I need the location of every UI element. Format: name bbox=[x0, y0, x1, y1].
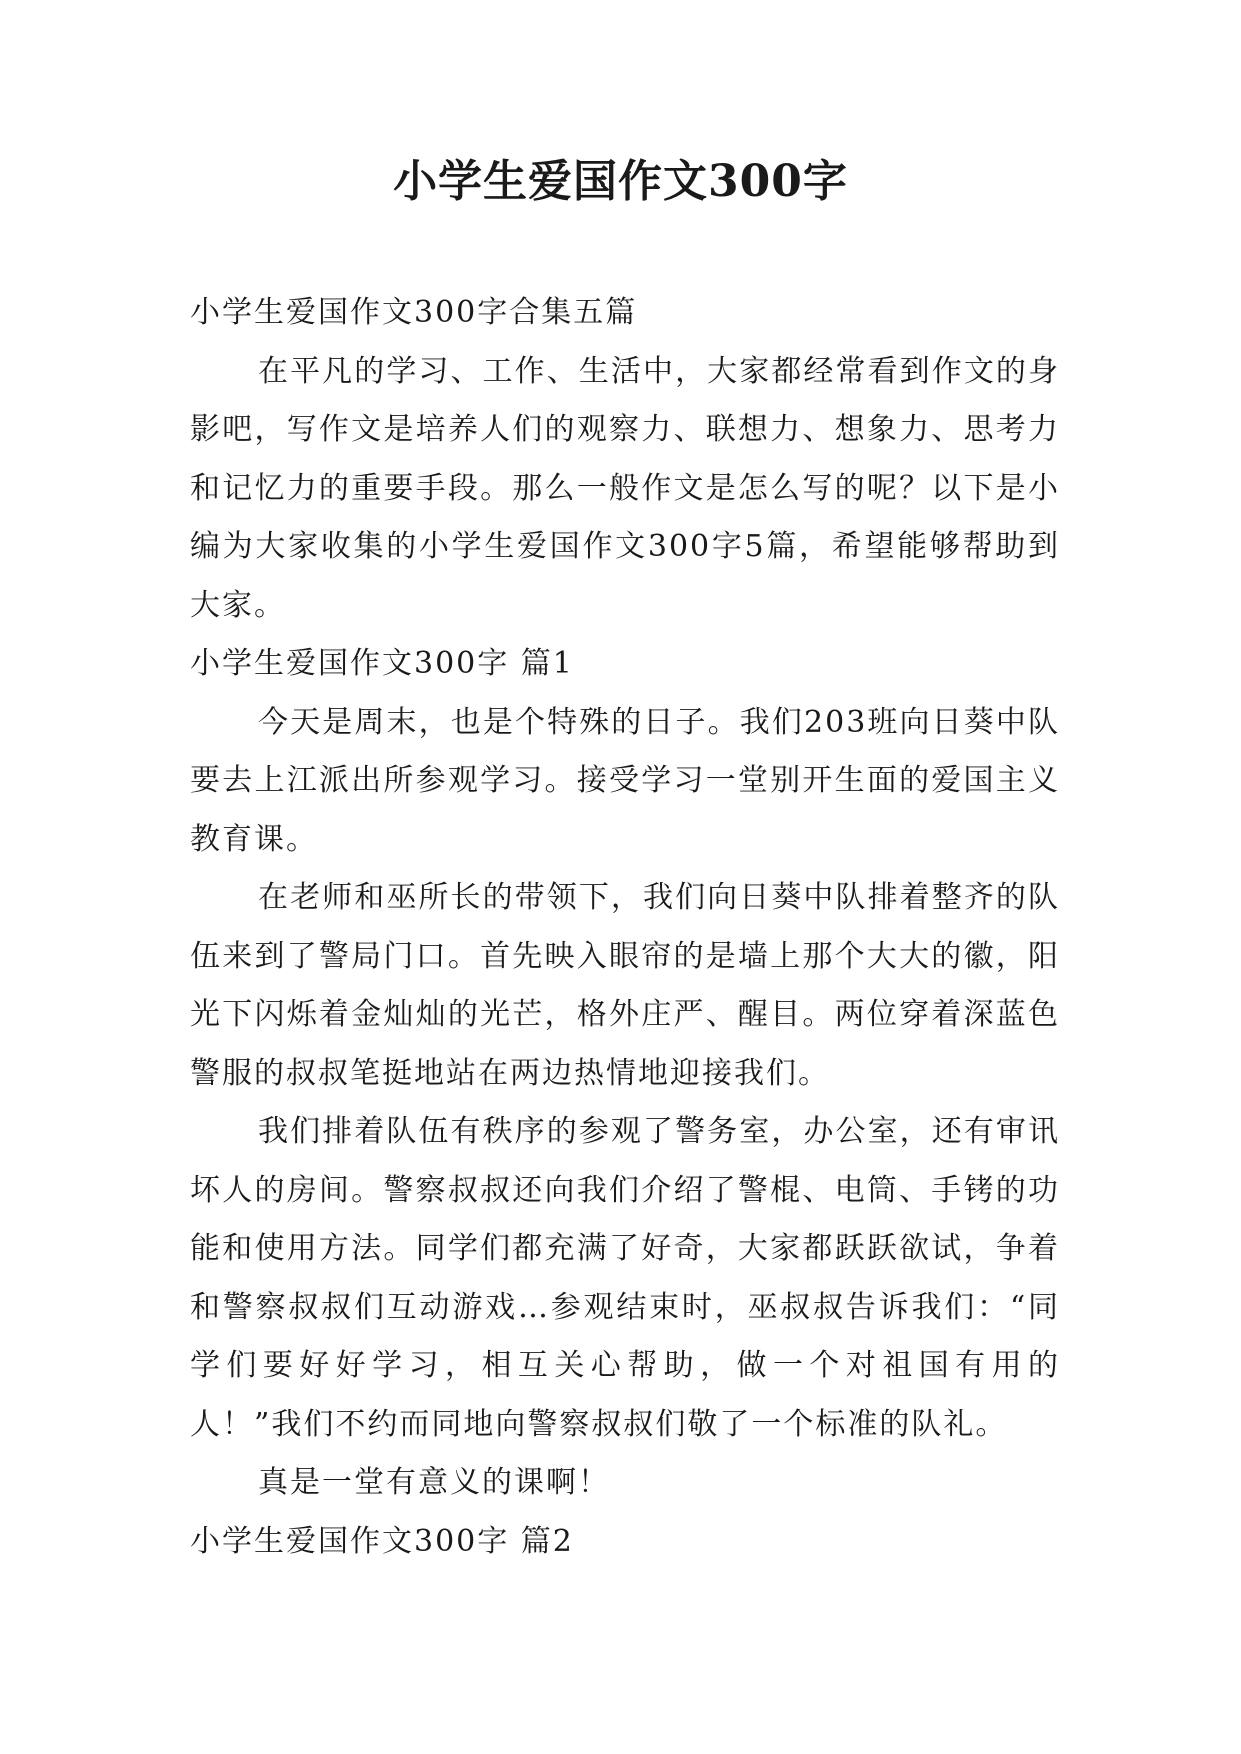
document-title: 小学生爱国作文300字 bbox=[393, 156, 848, 207]
section-heading-1: 小学生爱国作文300字 篇1 bbox=[190, 646, 574, 681]
section-heading-2: 小学生爱国作文300字 篇2 bbox=[190, 1523, 574, 1559]
section-1-paragraph-3: 我们排着队伍有秩序的参观了警务室，办公室，还有审讯坏人的房间。警察叔叔还向我们介绍了警棍、电筒、手铐的功能和使用方法。同学们都充满了好奇，大家都跃跃欲试，争着和警察叔叔们互动游戏…参观结束时，巫叔叔告诉我们：“同学们要好好学习，相互关心帮助，做一个对祖国有用的人！”我们不约而同地向警察叔叔们敬了一个标准的队礼。 bbox=[190, 1114, 1060, 1442]
document-body bbox=[190, 284, 1060, 1571]
section-1-paragraph-1: 今天是周末，也是个特殊的日子。我们203班向日葵中队要去上江派出所参观学习。接受学习一堂别开生面的爱国主义教育课。 bbox=[190, 704, 1060, 857]
section-1-paragraph-2: 在老师和巫所长的带领下，我们向日葵中队排着整齐的队伍来到了警局门口。首先映入眼帘的是墙上那个大大的徽，阳光下闪烁着金灿灿的光芒，格外庄严、醒目。两位穿着深蓝色警服的叔叔笔挺地站在两边热情地迎接我们。 bbox=[190, 880, 1060, 1091]
intro-paragraph: 在平凡的学习、工作、生活中，大家都经常看到作文的身影吧，写作文是培养人们的观察力、联想力、想象力、思考力和记忆力的重要手段。那么一般作文是怎么写的呢？以下是小编为大家收集的小学生爱国作文300字5篇，希望能够帮助到大家。 bbox=[190, 353, 1060, 623]
collection-subtitle: 小学生爱国作文300字合集五篇 bbox=[190, 295, 638, 330]
section-1-paragraph-4: 真是一堂有意义的课啊！ bbox=[258, 1465, 610, 1500]
